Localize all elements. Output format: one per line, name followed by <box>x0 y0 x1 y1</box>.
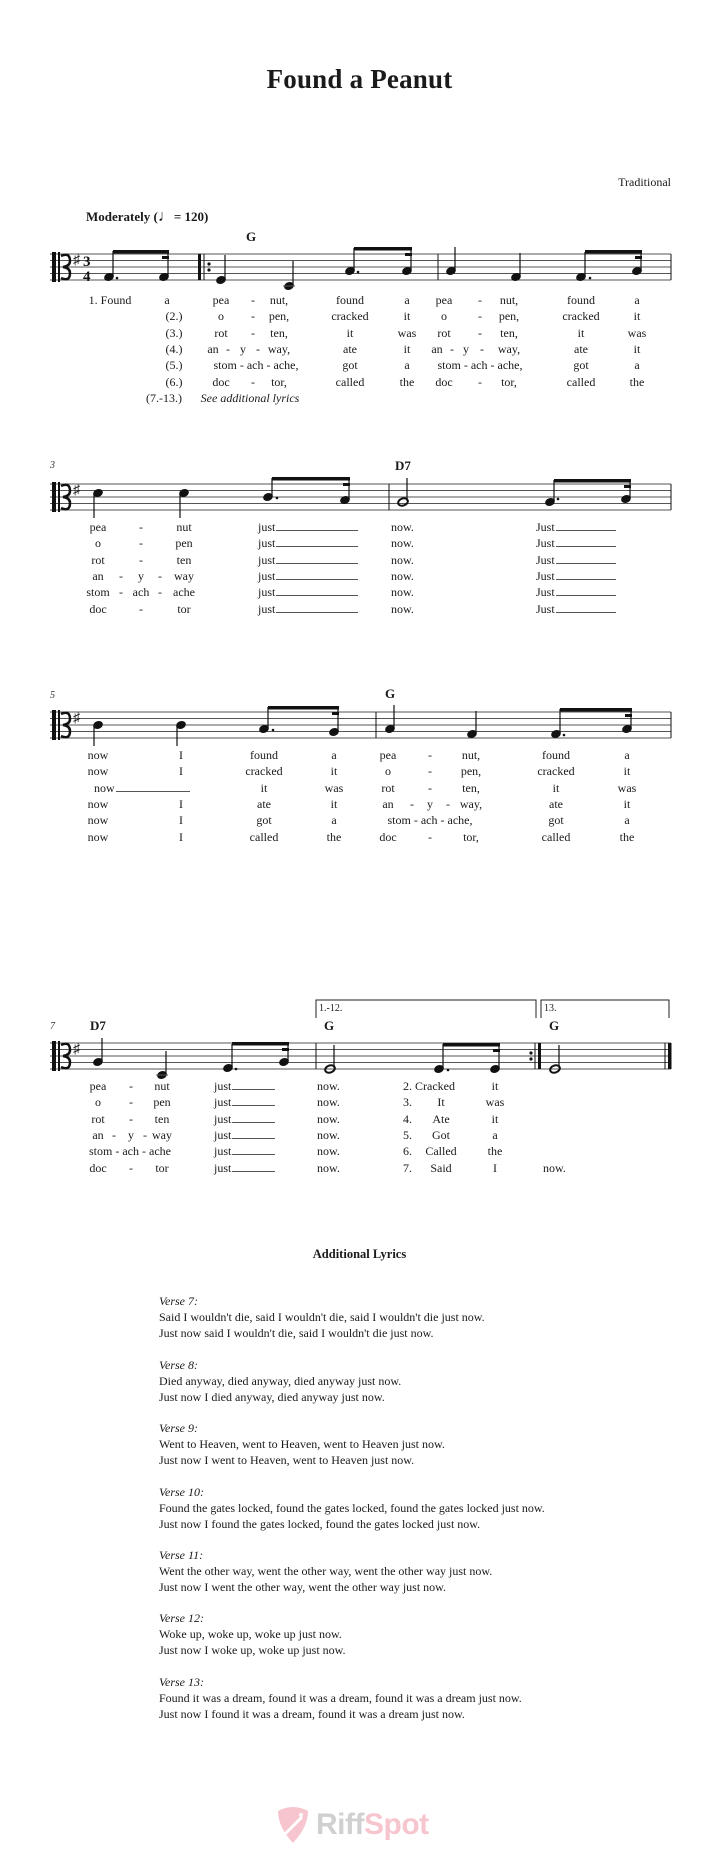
lyric-syllable: a <box>624 813 630 828</box>
volta-label-second: 13. <box>544 1003 557 1014</box>
lyric-syllable: now <box>87 829 109 844</box>
lyric-syllable: it <box>623 764 631 779</box>
lyric-syllable: - <box>158 568 162 583</box>
lyric-syllable: tor <box>177 601 191 616</box>
lyric-syllable: it <box>633 341 641 356</box>
lyric-syllable: ten <box>154 1111 170 1126</box>
lyric-syllable: pen, <box>460 764 482 779</box>
lyric-syllable: the <box>629 374 645 389</box>
chord-symbol: D7 <box>90 1018 106 1033</box>
lyric-syllable: pea <box>212 293 230 307</box>
lyric-syllable: now. <box>543 1160 566 1175</box>
lyric-syllable: found <box>336 293 364 307</box>
verse-label: Verse 10: <box>159 1485 204 1499</box>
lyric-syllable: 1. Found <box>88 293 132 307</box>
lyric-syllable: I <box>179 748 183 762</box>
lyric-syllable: it <box>491 1079 499 1093</box>
lyric-syllable: doc <box>212 374 230 389</box>
lyric-syllable: now <box>87 813 109 828</box>
lyric-syllable: It <box>437 1095 445 1110</box>
verse-label: Verse 12: <box>159 1611 204 1625</box>
lyric-syllable: rot <box>214 325 228 340</box>
verse-label: Verse 8: <box>159 1358 198 1372</box>
lyric-extender-line <box>232 1170 275 1172</box>
lyric-syllable: - <box>129 1160 133 1175</box>
lyric-syllable: Said <box>430 1160 452 1175</box>
tempo-text: Moderately <box>86 209 151 224</box>
lyric-syllable: stom - ach - ache, <box>437 358 523 373</box>
lyric-syllable: - <box>139 520 143 534</box>
lyric-syllable: - <box>446 796 450 811</box>
lyric-syllable: cracked <box>562 309 600 324</box>
lyric-syllable: a <box>404 358 410 373</box>
lyric-syllable: tor, <box>271 374 287 389</box>
lyric-syllable: nut, <box>269 293 289 307</box>
lyric-syllable: - <box>226 341 230 356</box>
lyric-syllable: ten, <box>500 325 518 340</box>
lyric-syllable: was <box>324 780 344 795</box>
lyric-syllable: it <box>403 341 411 356</box>
lyric-syllable: ate <box>343 341 357 356</box>
lyric-syllable: rot <box>381 780 395 795</box>
lyric-syllable: - <box>428 829 432 844</box>
lyric-syllable: - <box>129 1111 133 1126</box>
lyric-syllable: called <box>566 374 596 389</box>
lyric-syllable: pen, <box>498 309 520 324</box>
lyric-syllable: I <box>179 829 183 844</box>
lyric-syllable: - <box>139 552 143 567</box>
lyric-syllable: ate <box>549 796 563 811</box>
lyric-syllable: cracked <box>245 764 283 779</box>
lyric-syllable: - <box>478 325 482 340</box>
lyric-syllable: a <box>492 1127 498 1142</box>
verse-line: Woke up, woke up, woke up just now. <box>159 1627 342 1641</box>
lyric-syllable: now. <box>317 1127 340 1142</box>
lyric-syllable: nut <box>154 1079 170 1093</box>
lyric-syllable: Just <box>536 536 616 551</box>
lyric-syllable: - <box>478 293 482 307</box>
lyric-syllable: - <box>112 1127 116 1142</box>
lyric-syllable: just <box>214 1079 275 1094</box>
lyric-syllable: the <box>487 1144 503 1159</box>
lyric-syllable: Just <box>536 520 616 535</box>
lyric-syllable: (2.) <box>165 309 183 324</box>
lyric-syllable: just <box>214 1161 275 1176</box>
lyric-syllable: a <box>404 293 410 307</box>
lyric-syllable: got <box>256 813 272 828</box>
verse-line: Went to Heaven, went to Heaven, went to Heaven just now. <box>159 1437 445 1451</box>
lyric-syllable: - <box>139 536 143 551</box>
lyric-syllable: 4. <box>403 1111 412 1126</box>
lyric-syllable: way, <box>267 341 291 356</box>
lyric-syllable: See additional lyrics <box>200 390 300 405</box>
lyric-syllable: pea <box>89 520 107 534</box>
lyric-syllable: was <box>397 325 417 340</box>
lyric-syllable: pen <box>153 1095 171 1110</box>
lyric-syllable: doc <box>89 601 107 616</box>
lyric-syllable: a <box>634 358 640 373</box>
tempo-open-paren: ( <box>153 209 158 224</box>
lyric-syllable: ach <box>132 585 150 600</box>
lyric-syllable: Ate <box>432 1111 450 1126</box>
lyric-syllable: nut <box>176 520 192 534</box>
lyric-syllable: o <box>441 309 447 324</box>
lyric-syllable: tor <box>155 1160 169 1175</box>
lyric-syllable: cracked <box>331 309 369 324</box>
song-title: Found a Peanut <box>266 64 453 94</box>
lyric-syllable: I <box>179 813 183 828</box>
verse-line: Just now I found the gates locked, found the gates locked just now. <box>159 1517 481 1531</box>
verse-label: Verse 11: <box>159 1548 204 1562</box>
verse-block <box>159 1357 401 1405</box>
lyric-syllable: called <box>249 829 279 844</box>
sharp-icon: ♯ <box>73 1042 80 1057</box>
lyric-syllable: the <box>399 374 415 389</box>
sharp-icon: ♯ <box>73 711 80 726</box>
measure-number: 3 <box>50 460 55 471</box>
lyric-syllable: nut, <box>499 293 519 307</box>
lyric-syllable: a <box>331 748 337 762</box>
lyric-syllable: just <box>214 1112 275 1127</box>
lyric-syllable: 3. <box>403 1095 412 1110</box>
lyric-syllable: doc <box>379 829 397 844</box>
lyric-syllable: ache <box>173 585 195 600</box>
verse-line: Just now said I wouldn't die, said I wouldn't die just now. <box>159 1326 434 1340</box>
lyric-syllable: found <box>250 748 278 762</box>
lyric-syllable: just <box>258 536 358 551</box>
lyric-syllable: stom <box>86 585 110 600</box>
lyric-syllable: found <box>567 293 595 307</box>
lyric-syllable: - <box>119 585 123 600</box>
sharp-icon: ♯ <box>73 253 80 268</box>
verse-line: Just now I went the other way, went the other way just now. <box>159 1580 447 1594</box>
lyric-syllable: I <box>179 796 183 811</box>
lyric-syllable: y <box>427 796 433 811</box>
chord-symbol: D7 <box>395 458 411 473</box>
lyric-syllable: an <box>382 796 394 811</box>
lyric-extender-line <box>232 1104 275 1106</box>
lyric-syllable: it <box>623 796 631 811</box>
lyric-syllable: it <box>330 764 338 779</box>
lyric-syllable: an <box>431 341 443 356</box>
lyric-syllable: Just <box>536 585 616 600</box>
lyric-syllable: way, <box>497 341 521 356</box>
lyric-syllable: it <box>577 325 585 340</box>
lyric-syllable: now. <box>317 1079 340 1093</box>
lyric-syllable: - <box>129 1095 133 1110</box>
lyric-syllable: it <box>552 780 560 795</box>
lyric-syllable: a <box>624 748 630 762</box>
lyric-syllable: ten <box>176 552 192 567</box>
lyric-syllable: now <box>87 764 109 779</box>
verse-line: Died anyway, died anyway, died anyway just now. <box>159 1374 402 1388</box>
lyric-syllable: - <box>158 585 162 600</box>
lyric-syllable: now. <box>317 1160 340 1175</box>
chord-symbol: G <box>324 1018 335 1033</box>
lyric-syllable: it <box>260 780 268 795</box>
lyric-syllable: - <box>450 341 454 356</box>
lyric-syllable: y <box>240 341 246 356</box>
lyric-syllable: now. <box>317 1095 340 1110</box>
lyric-syllable: pea <box>435 293 453 307</box>
lyric-syllable: ten, <box>270 325 288 340</box>
lyric-syllable: - <box>478 374 482 389</box>
lyric-syllable: was <box>485 1095 505 1110</box>
lyric-syllable: now. <box>391 520 414 534</box>
verse-line: Went the other way, went the other way, went the other way just now. <box>159 1564 493 1578</box>
lyric-syllable: rot <box>437 325 451 340</box>
lyric-syllable: now. <box>391 585 414 600</box>
lyric-syllable: now <box>87 748 109 762</box>
lyric-syllable: the <box>619 829 635 844</box>
chord-symbol: G <box>549 1018 560 1033</box>
lyric-syllable: (4.) <box>165 341 183 356</box>
lyric-syllable: got <box>548 813 564 828</box>
lyric-syllable: stom - ach - ache, <box>387 813 473 828</box>
verse-line: Said I wouldn't die, said I wouldn't die, said I wouldn't die just now. <box>159 1310 485 1324</box>
sharp-icon: ♯ <box>73 483 80 498</box>
verse-block <box>159 1674 522 1722</box>
lyric-extender-line <box>232 1088 275 1090</box>
lyric-syllable: got <box>573 358 589 373</box>
lyric-syllable: ten, <box>462 780 480 795</box>
lyric-syllable: y <box>138 568 144 583</box>
measure-number: 7 <box>50 1021 55 1032</box>
chord-symbol: G <box>246 229 257 244</box>
additional-lyrics-heading: Additional Lyrics <box>312 1247 407 1261</box>
lyric-syllable: - <box>251 309 255 324</box>
lyric-syllable: nut, <box>461 748 481 762</box>
lyric-syllable: - <box>143 1127 147 1142</box>
lyric-syllable: just <box>258 520 358 535</box>
lyric-syllable: o <box>95 1095 101 1110</box>
lyric-syllable: just <box>258 602 358 617</box>
lyric-syllable: it <box>633 309 641 324</box>
volta-label-first: 1.-12. <box>319 1003 343 1014</box>
lyric-syllable: way <box>174 568 194 583</box>
verse-label: Verse 7: <box>159 1294 198 1308</box>
lyric-syllable: - <box>251 374 255 389</box>
lyric-syllable: it <box>330 796 338 811</box>
lyric-syllable: now. <box>391 601 414 616</box>
lyric-syllable: - <box>428 748 432 762</box>
lyric-syllable: (5.) <box>165 358 183 373</box>
lyric-syllable: just <box>214 1128 275 1143</box>
lyric-syllable: o <box>218 309 224 324</box>
lyric-syllable: just <box>258 569 358 584</box>
lyric-syllable: - <box>428 764 432 779</box>
lyric-syllable: I <box>493 1160 497 1175</box>
lyric-syllable: now. <box>317 1111 340 1126</box>
lyric-syllable: the <box>326 829 342 844</box>
verse-line: Just now I died anyway, died anyway just now. <box>159 1390 385 1404</box>
verse-block <box>159 1420 445 1468</box>
lyric-syllable: Got <box>432 1127 450 1142</box>
lyric-syllable: cracked <box>537 764 575 779</box>
lyric-syllable: now. <box>391 552 414 567</box>
logo-wordmark: RiffSpot <box>316 1808 429 1841</box>
verse-line: Found it was a dream, found it was a dream, found it was a dream just now. <box>159 1691 522 1705</box>
composer-credit: Traditional <box>618 175 671 189</box>
lyric-syllable: I <box>179 764 183 779</box>
guitar-pick-icon <box>274 1805 312 1845</box>
lyric-syllable: called <box>541 829 571 844</box>
lyric-syllable: ate <box>257 796 271 811</box>
verse-line: Just now I found it was a dream, found it was a dream just now. <box>159 1707 465 1721</box>
lyric-syllable: - <box>139 601 143 616</box>
lyric-syllable: o <box>385 764 391 779</box>
lyric-syllable: was <box>617 780 637 795</box>
lyric-syllable: an <box>207 341 219 356</box>
lyric-syllable: doc <box>435 374 453 389</box>
lyric-syllable: o <box>95 536 101 551</box>
verse-line: Found the gates locked, found the gates locked, found the gates locked just now. <box>159 1501 545 1515</box>
lyric-syllable: pen, <box>268 309 290 324</box>
lyric-syllable: (6.) <box>165 374 183 389</box>
lyric-syllable: Just <box>536 569 616 584</box>
lyric-extender-line <box>232 1137 275 1139</box>
lyric-syllable: called <box>335 374 365 389</box>
lyric-syllable: 5. <box>403 1127 412 1142</box>
lyric-syllable: way, <box>459 796 483 811</box>
lyric-syllable: stom - ach - ache, <box>213 358 299 373</box>
lyric-syllable: (7.-13.) <box>146 390 182 405</box>
lyric-syllable: doc <box>89 1160 107 1175</box>
lyric-syllable: Just <box>536 602 616 617</box>
lyric-syllable: stom - ach - ache <box>89 1144 171 1159</box>
tempo-value: = 120) <box>173 209 209 224</box>
lyric-syllable: pea <box>89 1079 107 1093</box>
lyric-syllable: - <box>410 796 414 811</box>
lyric-syllable: it <box>491 1111 499 1126</box>
lyric-syllable: Just <box>536 553 616 568</box>
lyric-syllable: 6. <box>403 1144 412 1159</box>
lyric-syllable: now <box>87 796 109 811</box>
lyric-syllable: pen <box>175 536 193 551</box>
lyric-syllable: a <box>331 813 337 828</box>
riffspot-logo[interactable] <box>274 1805 429 1845</box>
quarter-note-icon: ♩ <box>157 208 174 225</box>
lyric-syllable: - <box>256 341 260 356</box>
lyric-syllable: it <box>346 325 354 340</box>
lyric-syllable: an <box>92 568 104 583</box>
chord-symbol: G <box>385 686 396 701</box>
lyric-syllable: - <box>251 293 255 307</box>
lyric-syllable: a <box>164 293 170 307</box>
lyric-syllable: it <box>403 309 411 324</box>
lyric-syllable: - <box>480 341 484 356</box>
verse-line: Just now I went to Heaven, went to Heaven just now. <box>159 1453 415 1467</box>
lyric-syllable: now. <box>391 536 414 551</box>
lyric-extender-line <box>232 1153 275 1155</box>
lyric-syllable: now. <box>391 568 414 583</box>
lyric-syllable: - <box>428 780 432 795</box>
lyric-syllable: (3.) <box>165 325 183 340</box>
lyric-syllable: was <box>627 325 647 340</box>
lyric-syllable: 7. <box>403 1160 412 1175</box>
verse-block <box>159 1293 485 1341</box>
verse-label: Verse 13: <box>159 1675 204 1689</box>
lyric-syllable: - <box>129 1079 133 1093</box>
lyric-syllable: now. <box>317 1144 340 1159</box>
measure-number: 5 <box>50 690 55 701</box>
lyric-syllable: Called <box>425 1144 457 1159</box>
verse-line: Just now I woke up, woke up just now. <box>159 1643 346 1657</box>
lyric-syllable: just <box>258 553 358 568</box>
verse-block <box>159 1610 346 1658</box>
lyric-syllable: found <box>542 748 570 762</box>
lyric-syllable: - <box>251 325 255 340</box>
lyric-syllable: tor, <box>463 829 479 844</box>
lyric-syllable: got <box>342 358 358 373</box>
lyric-syllable: ate <box>574 341 588 356</box>
lyric-syllable: tor, <box>501 374 517 389</box>
lyric-syllable: way <box>152 1127 172 1142</box>
svg-text:4: 4 <box>83 269 91 285</box>
lyric-syllable: rot <box>91 1111 105 1126</box>
lyric-extender-line <box>232 1121 275 1123</box>
verse-label: Verse 9: <box>159 1421 198 1435</box>
lyric-syllable: just <box>214 1095 275 1110</box>
verse-block <box>159 1547 492 1595</box>
lyric-syllable: a <box>634 293 640 307</box>
time-signature: 3 <box>83 254 91 270</box>
lyric-syllable: y <box>128 1127 134 1142</box>
verse-block <box>159 1484 545 1532</box>
lyric-syllable: 2. Cracked <box>403 1079 455 1093</box>
lyric-syllable: just <box>258 585 358 600</box>
lyric-syllable: - <box>119 568 123 583</box>
volta-brackets <box>316 1000 669 1018</box>
lyric-syllable: rot <box>91 552 105 567</box>
lyric-syllable: - <box>478 309 482 324</box>
lyric-syllable: an <box>92 1127 104 1142</box>
lyric-syllable: now <box>94 781 190 796</box>
lyric-syllable: y <box>463 341 469 356</box>
lyric-syllable: just <box>214 1144 275 1159</box>
lyric-syllable: pea <box>379 748 397 762</box>
